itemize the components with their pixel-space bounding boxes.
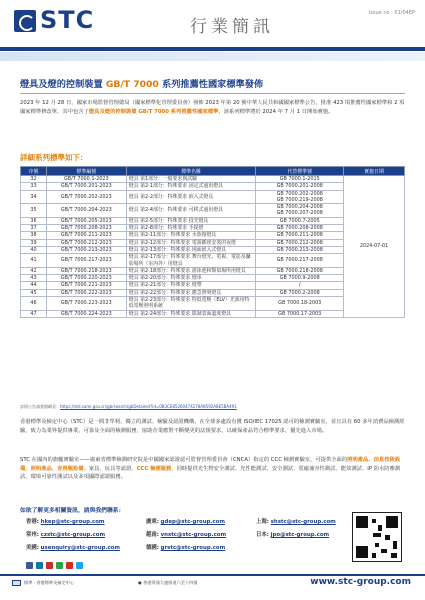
footer-org-text: 標準 · 香港標準及檢定中心 (24, 580, 75, 585)
cell-no: 38 (21, 232, 47, 239)
bulletin-title: 行業簡訊 (190, 17, 274, 37)
cell-no: 44 (21, 282, 47, 289)
social-links (20, 562, 350, 570)
cell-replaces: / (256, 282, 344, 289)
wechat-icon[interactable] (56, 562, 63, 569)
col-header-no: 序號 (21, 167, 47, 176)
cell-no: 47 (21, 310, 47, 317)
intro-emphasis: 燈具及燈的控制裝置 GB/T 7000 系列推薦性國家標準 (88, 108, 219, 115)
contact-jp: 日本: jpo@stc-group.com (256, 532, 330, 538)
about-paragraph (20, 418, 408, 435)
contact-email-link[interactable]: shstc@stc-group.com (270, 519, 336, 525)
lab-text-a: STC 在國內的旗艦實驗室——廣東省標準檢測研究院是中國國家認證認可監督管理委員會（CNCA）指定的 CCC 檢測實驗室，可提供全面的 (20, 457, 348, 463)
cell-code: GB/T 7000.217-2023 (46, 254, 126, 268)
cell-replaces: GB 7000.18-2003 (256, 297, 344, 311)
about-text: 香港標準及檢定中心（STC）是一間非牟利、獨立的測試、檢驗及認證機構，在全球多處設有獲 ISO/IEC 17025 認可的檢測實驗室，並且具有 60 多年消費品檢測經驗，致力為業界提供專業、可靠及全面的檢測服務，協助企業應對不斷變更的法規要求，以確保產品符合標準要求，優先進入市場。 (20, 419, 405, 434)
contact-email-link[interactable]: usenquiry@stc-group.com (40, 545, 121, 551)
facebook-icon[interactable] (26, 562, 33, 569)
cell-no: 35 (21, 204, 47, 218)
cell-no: 33 (21, 183, 47, 190)
cell-code: GB/T 7000.223-2023 (46, 297, 126, 311)
header-divider (0, 47, 425, 51)
table-row (21, 176, 405, 183)
cell-name: 燈具 第2-22部分：特殊要求 應急照明燈具 (126, 289, 256, 296)
cell-name: 燈具 第2-4部分：特殊要求 可移式通用燈具 (126, 204, 256, 218)
lab-emphasis-1: 照明產品、信息技術設備、照明產品、音視頻設備 (20, 457, 401, 472)
cell-no: 32 (21, 176, 47, 183)
footer-divider (0, 574, 425, 576)
cell-replaces: GB 7000.201-2008 (256, 183, 344, 190)
cell-no: 45 (21, 289, 47, 296)
cell-code: GB/T 7000.213-2023 (46, 246, 126, 253)
intro-text: 2023 年 12 月 28 日，國家市場監督管理總局（國家標準化管理委員會）發佈 2023 年第 20 號中華人民共和國國家標準公告，批准 423 項推薦性國家標準和 2 項國家標準修改單，其中包含了 (20, 100, 405, 115)
section-heading: 詳細系列標準如下： (20, 153, 88, 162)
cell-replaces: GB 7000.1-2015 (256, 176, 344, 183)
lab-text-c: ，同時提供光生物安全測試、光性能測試、安全測試、電磁兼容性測試、能效測試、IP 防水防塵測試、環境可靠性測試以及多項國際認證服務。 (20, 465, 401, 481)
contact-email-link[interactable]: jpo@stc-group.com (270, 532, 330, 538)
contact-email-link[interactable]: hkep@stc-group.com (40, 519, 105, 525)
footer-address: ● 香港葵涌大連排道六至十四號 (138, 580, 198, 585)
cell-code: GB/T 7000.1-2023 (46, 176, 126, 183)
intro-paragraph (20, 99, 408, 116)
contact-de: 德國: grstc@stc-group.com (146, 545, 226, 551)
cell-replaces: GB 7000.7-2005 (256, 217, 344, 224)
cell-name: 燈具 第2-8部分：特殊要求 手提燈 (126, 225, 256, 232)
cell-replaces: GB 7000.208-2008 (256, 225, 344, 232)
cell-code: GB/T 7000.222-2023 (46, 289, 126, 296)
lab-emphasis-2: CCC 檢測服務 (136, 465, 172, 472)
footnote-link[interactable]: https://std.samr.gov.cn/gb/search/gbDetailed?id=0B3CE85260474278A8592A8E5BA491 (60, 404, 237, 409)
cell-no: 42 (21, 267, 47, 274)
cell-code: GB/T 7000.212-2023 (46, 239, 126, 246)
cell-replaces: GB 7000.2-2008 (256, 289, 344, 296)
cell-name: 燈具 第2-5部分：特殊要求 投光燈具 (126, 217, 256, 224)
cell-code: GB/T 7000.211-2023 (46, 232, 126, 239)
stc-logo-icon (14, 10, 36, 32)
cell-replaces: GB 7000.204-2008 GB 7000.207-2008 (256, 204, 344, 218)
cell-name: 燈具 第2-2部分：特殊要求 嵌入式燈具 (126, 190, 256, 204)
cell-replaces: GB 7000.212-2008 (256, 239, 344, 246)
contact-email-link[interactable]: grstc@stc-group.com (160, 545, 226, 551)
footer-address-text: 香港葵涌大連排道六至十四號 (143, 580, 198, 585)
contact-vn: 越南: vnstc@stc-group.com (146, 532, 227, 538)
cell-implementation-date: 2024-07-01 (344, 176, 405, 318)
contact-email-link[interactable]: czstc@stc-group.com (40, 532, 106, 538)
cell-name: 燈具 第2-1部分：特殊要求 固定式通用燈具 (126, 183, 256, 190)
cell-code: GB/T 7000.218-2023 (46, 267, 126, 274)
col-header-name: 標準名稱 (126, 167, 256, 176)
cell-replaces: GB 7000.211-2008 (256, 232, 344, 239)
cell-no: 43 (21, 275, 47, 282)
stc-logo-text: STC (40, 6, 95, 34)
cell-name: 燈具 第2-17部分：特殊要求 舞台燈光、電視、電影及攝影場所（室內外）用燈具 (126, 254, 256, 268)
contact-email-link[interactable]: gdep@stc-group.com (160, 519, 225, 525)
cell-no: 46 (21, 297, 47, 311)
cell-code: GB/T 7000.205-2023 (46, 217, 126, 224)
cell-code: GB/T 7000.204-2023 (46, 204, 126, 218)
cell-code: GB/T 7000.208-2023 (46, 225, 126, 232)
footnote (20, 404, 237, 410)
footnote-label: 詳情公告請查閱網頁： (20, 404, 60, 409)
col-header-code: 標準編號 (46, 167, 126, 176)
cell-no: 41 (21, 254, 47, 268)
contact-cz: 常州: czstc@stc-group.com (26, 532, 106, 538)
cell-name: 燈具 第2-21部分：特殊要求 燈帶 (126, 282, 256, 289)
cell-name: 燈具 第2-12部分：特殊要求 電源插座安裝的夜燈 (126, 239, 256, 246)
contact-hk: 香港: hkep@stc-group.com (26, 519, 105, 525)
cell-no: 39 (21, 239, 47, 246)
cell-name: 燈具 第2-13部分：特殊要求 地面嵌入式燈具 (126, 246, 256, 253)
col-header-date: 實施日期 (344, 167, 405, 176)
cell-name: 燈具 第2-20部分：特殊要求 燈串 (126, 275, 256, 282)
cell-code: GB/T 7000.220-2023 (46, 275, 126, 282)
intro-tail: ，該系列標準將於 2024 年 7 月 1 日開始實施。 (218, 108, 334, 115)
issue-number: Issue no : 01/04EP (368, 10, 415, 16)
cell-name: 燈具 第2-11部分：特殊要求 水族箱燈具 (126, 232, 256, 239)
cell-no: 40 (21, 246, 47, 253)
qr-code-icon[interactable] (352, 512, 402, 562)
cell-replaces: GB 7000.202-2008 GB 7000.219-2008 (256, 190, 344, 204)
cell-name: 燈具 第2-23部分：特殊要求 特低電壓（ELV）光源用特低電壓照明系統 (126, 297, 256, 311)
contact-gd: 廣東: gdep@stc-group.com (146, 519, 225, 525)
title-divider (20, 93, 405, 94)
page-header (0, 0, 425, 46)
contact-heading: 如欲了解更多相關資訊，請與我們聯系： (20, 508, 125, 514)
cell-name: 燈具 第2-24部分：特殊要求 限制表面溫度燈具 (126, 310, 256, 317)
cell-name: 燈具 第1部分：一般要求與試驗 (126, 176, 256, 183)
title-standard-code: GB/T 7000 (105, 79, 159, 90)
footer-website-link[interactable]: www.stc-group.com (310, 577, 411, 587)
twitter-icon[interactable] (76, 562, 83, 569)
cell-name: 燈具 第2-18部分：特殊要求 游泳池和類似場所用燈具 (126, 267, 256, 274)
contact-us: 美國: usenquiry@stc-group.com (26, 545, 121, 551)
lab-paragraph (20, 456, 408, 482)
cell-replaces: GB 7000.17-2003 (256, 310, 344, 317)
standards-table (20, 166, 405, 318)
cell-code: GB/T 7000.202-2023 (46, 190, 126, 204)
col-header-replaces: 代替標準號 (256, 167, 344, 176)
cell-code: GB/T 7000.201-2023 (46, 183, 126, 190)
cell-replaces: GB 7000.213-2008 (256, 246, 344, 253)
cell-no: 34 (21, 190, 47, 204)
lab-text-b: 、家具、玩具等認證、 (83, 465, 137, 472)
cell-no: 37 (21, 225, 47, 232)
cell-replaces: GB 7000.218-2008 (256, 267, 344, 274)
cell-no: 36 (21, 217, 47, 224)
contact-email-link[interactable]: vnstc@stc-group.com (160, 532, 227, 538)
youtube-icon[interactable] (46, 562, 53, 569)
cell-code: GB/T 7000.224-2023 (46, 310, 126, 317)
cell-replaces: GB 7000.217-2008 (256, 254, 344, 268)
title-part-1: 燈具及燈的控制裝置 (20, 79, 106, 90)
title-part-3: 系列推薦性國家標準發佈 (158, 79, 264, 90)
hk-flag-icon (12, 580, 21, 586)
header-band (0, 52, 425, 61)
linkedin-icon[interactable] (36, 562, 43, 569)
footer-org (12, 580, 74, 586)
weibo-icon[interactable] (66, 562, 73, 569)
page-title (20, 76, 263, 90)
cell-code: GB/T 7000.221-2023 (46, 282, 126, 289)
table-header-row (21, 167, 405, 176)
cell-replaces: GB 7000.9-2008 (256, 275, 344, 282)
contact-sh: 上海: shstc@stc-group.com (256, 519, 336, 525)
